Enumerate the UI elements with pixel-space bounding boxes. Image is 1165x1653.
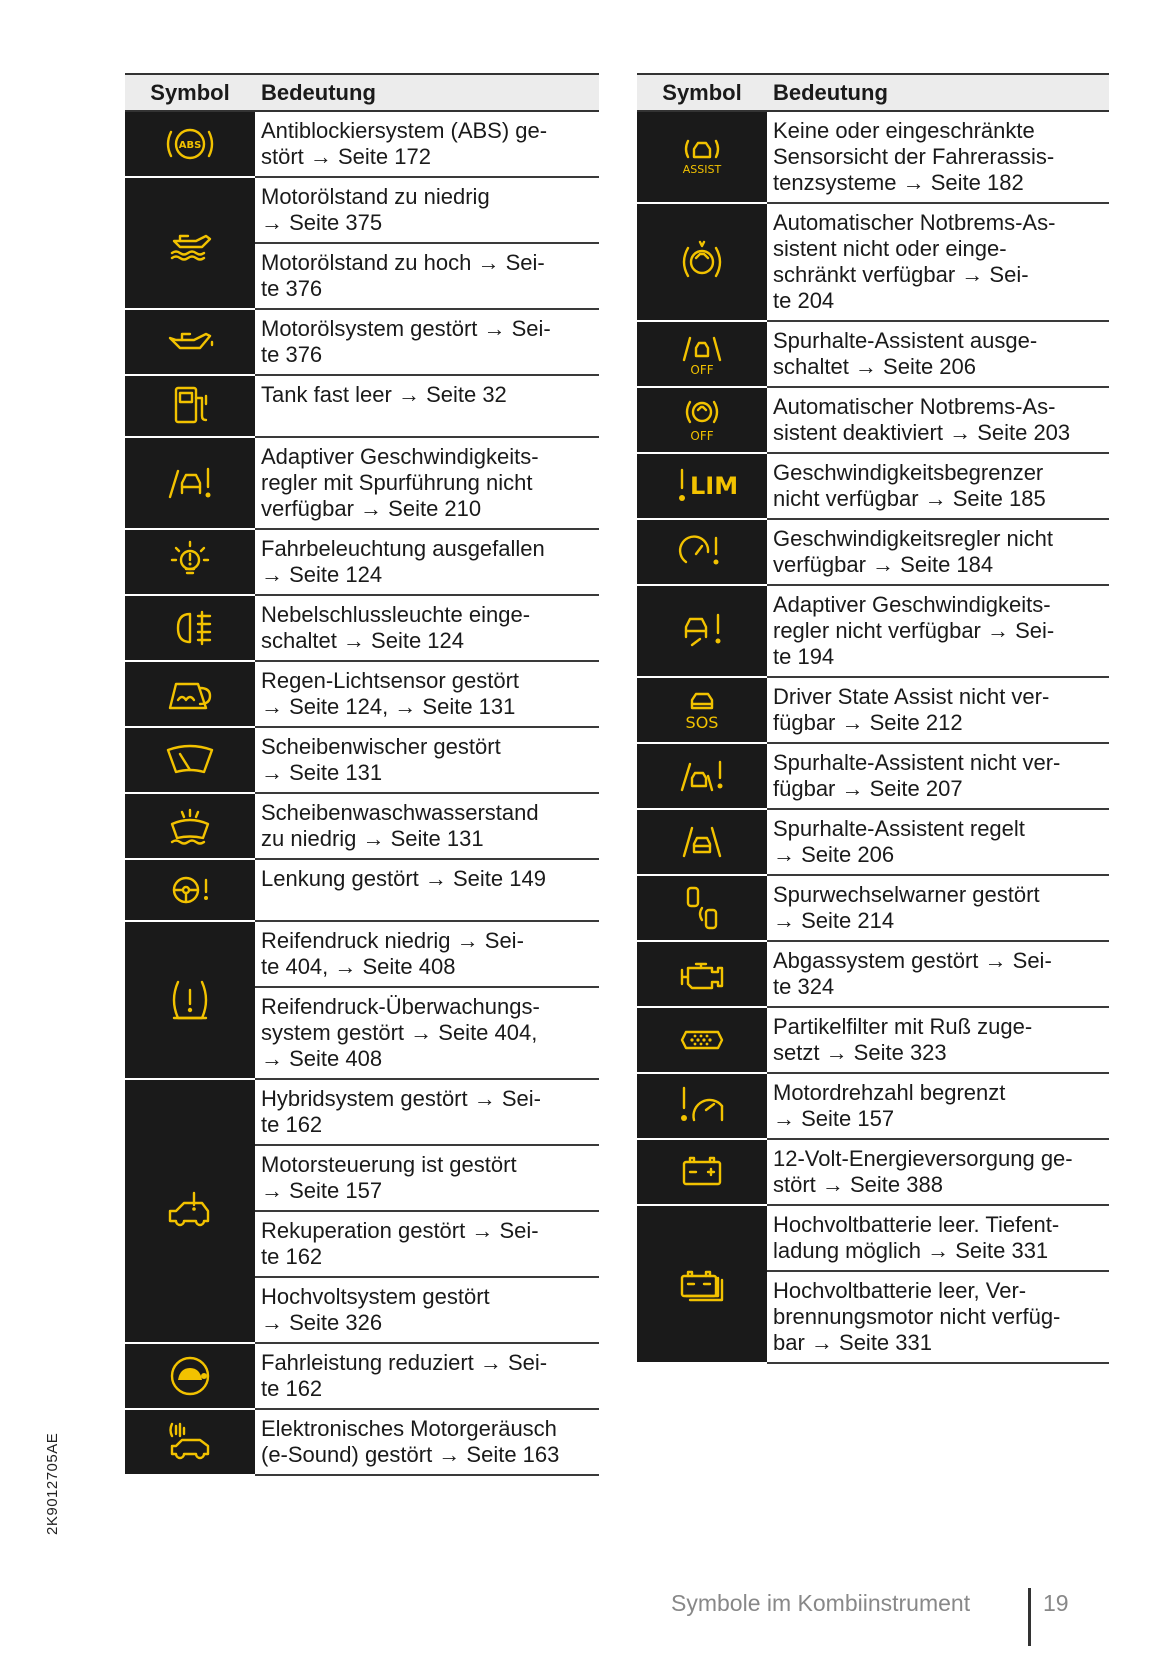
table-row [125,860,599,922]
meaning-cells [767,1140,1109,1206]
rain-light-sensor-icon [160,664,220,724]
table-row [125,438,599,530]
footer-divider [1028,1588,1031,1646]
table-row [125,1080,599,1344]
symbol-cell [125,310,255,376]
meaning-cells [767,1206,1109,1364]
meaning-text: Driver State Assist nicht ver- fügbar → Seite 212 [767,678,1109,744]
meaning-text: Automatischer Notbrems-As- sistent nicht oder einge- schränkt verfügbar → Sei- te 204 [767,204,1109,322]
e-sound-icon [160,1412,220,1472]
meaning-cells [767,876,1109,942]
symbol-cell [637,586,767,678]
svg-text:SOS: SOS [685,713,719,732]
meaning-cells [767,678,1109,744]
oil-can-icon [160,312,220,372]
meaning-cells [767,810,1109,876]
meaning-cells [767,1074,1109,1140]
meaning-text: Motorölstand zu hoch → Sei- te 376 [255,244,599,310]
meaning-text: Abgassystem gestört → Sei- te 324 [767,942,1109,1008]
symbol-cell [637,388,767,454]
meaning-text: Automatischer Notbrems-As- sistent deaktiviert → Seite 203 [767,388,1109,454]
meaning-text: Antiblockiersystem (ABS) ge- stört → Seite 172 [255,112,599,178]
symbol-cell [125,178,255,310]
table-row [125,530,599,596]
particle-filter-icon [672,1010,732,1070]
table-row [125,922,599,1080]
meaning-text: Partikelfilter mit Ruß zuge- setzt → Seite 323 [767,1008,1109,1074]
symbol-cell [125,860,255,922]
meaning-cells [255,530,599,596]
symbol-cell [125,794,255,860]
table-row [637,678,1109,744]
meaning-cells [255,662,599,728]
symbol-cell [125,728,255,794]
header-meaning: Bedeutung [773,79,888,105]
hv-battery-icon [672,1254,732,1314]
meaning-text: Lenkung gestört → Seite 149 [255,860,599,922]
meaning-text: Hochvoltbatterie leer, Ver- brennungsmotor nicht verfüg- bar → Seite 331 [767,1272,1109,1364]
blind-spot-icon [672,878,732,938]
meaning-text: Motorölsystem gestört → Sei- te 376 [255,310,599,376]
meaning-text: Fahrbeleuchtung ausgefallen → Seite 124 [255,530,599,596]
meaning-text: Hybridsystem gestört → Sei- te 162 [255,1080,599,1146]
tire-pressure-icon [160,970,220,1030]
battery-12v-icon [672,1142,732,1202]
symbol-cell [637,1140,767,1206]
meaning-text: Adaptiver Geschwindigkeits- regler mit Spurführung nicht verfügbar → Seite 210 [255,438,599,530]
symbol-cell [637,876,767,942]
meaning-text: Scheibenwischer gestört → Seite 131 [255,728,599,794]
table-row [637,1206,1109,1364]
symbol-cell [125,376,255,438]
header-meaning: Bedeutung [261,79,376,105]
lane-keeping-warning-icon [672,746,732,806]
meaning-text: Motordrehzahl begrenzt → Seite 157 [767,1074,1109,1140]
table-rows-left [125,112,599,1476]
wiper-icon [160,730,220,790]
lane-keeping-off-icon [672,324,732,384]
meaning-text: Elektronisches Motorgeräusch (e-Sound) gestört → Seite 163 [255,1410,599,1476]
document-code: 2K9012705AE [44,1432,61,1535]
symbol-cell [637,678,767,744]
table-row [125,596,599,662]
meaning-text: Nebelschlussleuchte einge- schaltet → Seite 124 [255,596,599,662]
symbol-cell [637,204,767,322]
meaning-cells [767,942,1109,1008]
symbol-cell [125,1344,255,1410]
meaning-cells [767,520,1109,586]
meaning-cells [255,1344,599,1410]
meaning-text: Spurhalte-Assistent nicht ver- fügbar → Seite 207 [767,744,1109,810]
symbol-cell [125,596,255,662]
meaning-text: Spurhalte-Assistent regelt → Seite 206 [767,810,1109,876]
meaning-text: 12-Volt-Energieversorgung ge- stört → Seite 388 [767,1140,1109,1206]
meaning-text: Geschwindigkeitsregler nicht verfügbar → Seite 184 [767,520,1109,586]
symbol-cell [637,744,767,810]
meaning-text: Spurwechselwarner gestört → Seite 214 [767,876,1109,942]
exterior-light-fault-icon [160,532,220,592]
meaning-text: Spurhalte-Assistent ausge- schaltet → Seite 206 [767,322,1109,388]
table-row [637,810,1109,876]
rear-fog-light-icon [160,598,220,658]
table-row [125,728,599,794]
driver-state-sos-icon [672,680,732,740]
symbol-cell [637,454,767,520]
steering-fault-icon [160,860,220,920]
symbol-table-right [637,73,1109,1364]
meaning-cells [767,322,1109,388]
meaning-text: Geschwindigkeitsbegrenzer nicht verfügbar → Seite 185 [767,454,1109,520]
symbol-cell [637,942,767,1008]
meaning-text: Reifendruck-Überwachungs- system gestört → Seite 404, → Seite 408 [255,988,599,1080]
symbol-cell [637,1074,767,1140]
meaning-cells [767,586,1109,678]
symbol-cell [125,922,255,1080]
emergency-brake-off-icon [672,390,732,450]
oil-level-icon [160,213,220,273]
meaning-cells [255,922,599,1080]
symbol-cell [637,322,767,388]
table-row [637,322,1109,388]
engine-check-icon [672,944,732,1004]
meaning-cells [767,388,1109,454]
page-number: 19 [1043,1590,1069,1616]
symbol-cell [125,530,255,596]
cruise-control-warning-icon [672,522,732,582]
table-row [637,388,1109,454]
meaning-cells [255,1080,599,1344]
table-row [637,204,1109,322]
table-row [125,310,599,376]
svg-text:OFF: OFF [690,429,714,443]
abs-icon [160,114,220,174]
adaptive-cruise-lane-warning-icon [160,453,220,513]
table-row [125,1410,599,1476]
table-row [637,454,1109,520]
meaning-cells [767,1008,1109,1074]
table-row [125,112,599,178]
table-row [637,1074,1109,1140]
meaning-cells [255,1410,599,1476]
table-row [637,744,1109,810]
hybrid-system-fault-icon [160,1181,220,1241]
symbol-cell [125,1080,255,1344]
footer-title: Symbole im Kombiinstrument [671,1590,971,1616]
header-symbol: Symbol [662,79,742,105]
meaning-cells [767,454,1109,520]
svg-text:ASSIST: ASSIST [682,163,722,176]
table-row [637,112,1109,204]
meaning-cells [255,376,599,438]
table-row [637,586,1109,678]
meaning-text: Scheibenwaschwasserstand zu niedrig → Seite 131 [255,794,599,860]
table-row [637,876,1109,942]
meaning-cells [255,728,599,794]
table-row [637,1008,1109,1074]
meaning-text: Motorölstand zu niedrig → Seite 375 [255,178,599,244]
header-symbol: Symbol [150,79,230,105]
lane-keeping-active-icon [672,812,732,872]
svg-text:LIM: LIM [690,472,739,500]
symbol-cell [637,520,767,586]
meaning-text: Fahrleistung reduziert → Sei- te 162 [255,1344,599,1410]
sensor-assist-icon [672,127,732,187]
svg-text:ABS: ABS [178,140,202,151]
meaning-cells [767,204,1109,322]
symbol-cell [125,1410,255,1476]
table-row [125,662,599,728]
meaning-text: Tank fast leer → Seite 32 [255,376,599,438]
meaning-text: Adaptiver Geschwindigkeits- regler nicht verfügbar → Sei- te 194 [767,586,1109,678]
meaning-text: Reifendruck niedrig → Sei- te 404, → Seite 408 [255,922,599,988]
table-row [125,376,599,438]
symbol-cell [125,112,255,178]
meaning-cells [767,112,1109,204]
speed-limiter-icon [672,456,739,516]
table-header [637,73,1109,112]
table-row [637,942,1109,1008]
symbol-cell [637,1206,767,1364]
symbol-table-left [125,73,599,1476]
meaning-cells [255,112,599,178]
meaning-cells [255,794,599,860]
meaning-cells [255,438,599,530]
table-row [125,794,599,860]
symbol-cell [637,112,767,204]
symbol-cell [125,662,255,728]
meaning-text: Motorsteuerung ist gestört → Seite 157 [255,1146,599,1212]
meaning-cells [255,178,599,310]
table-row [637,520,1109,586]
meaning-text: Regen-Lichtsensor gestört → Seite 124, → Seite 131 [255,662,599,728]
meaning-text: Hochvoltbatterie leer. Tiefent- ladung möglich → Seite 331 [767,1206,1109,1272]
washer-fluid-icon [160,796,220,856]
table-row [125,178,599,310]
symbol-cell [125,438,255,530]
symbol-cell [637,1008,767,1074]
table-row [125,1344,599,1410]
emergency-brake-assist-icon [672,232,732,292]
meaning-cells [767,744,1109,810]
svg-text:OFF: OFF [690,363,714,377]
table-header [125,73,599,112]
table-row [637,1140,1109,1206]
meaning-text: Rekuperation gestört → Sei- te 162 [255,1212,599,1278]
rpm-limit-icon [672,1076,732,1136]
fuel-pump-icon [160,376,220,436]
turtle-reduced-power-icon [160,1346,220,1406]
symbol-cell [637,810,767,876]
adaptive-cruise-warning-icon [672,601,732,661]
meaning-cells [255,596,599,662]
meaning-cells [255,310,599,376]
table-rows-right [637,112,1109,1364]
meaning-text: Hochvoltsystem gestört → Seite 326 [255,1278,599,1344]
meaning-cells [255,860,599,922]
meaning-text: Keine oder eingeschränkte Sensorsicht der Fahrerassis- tenzsysteme → Seite 182 [767,112,1109,204]
